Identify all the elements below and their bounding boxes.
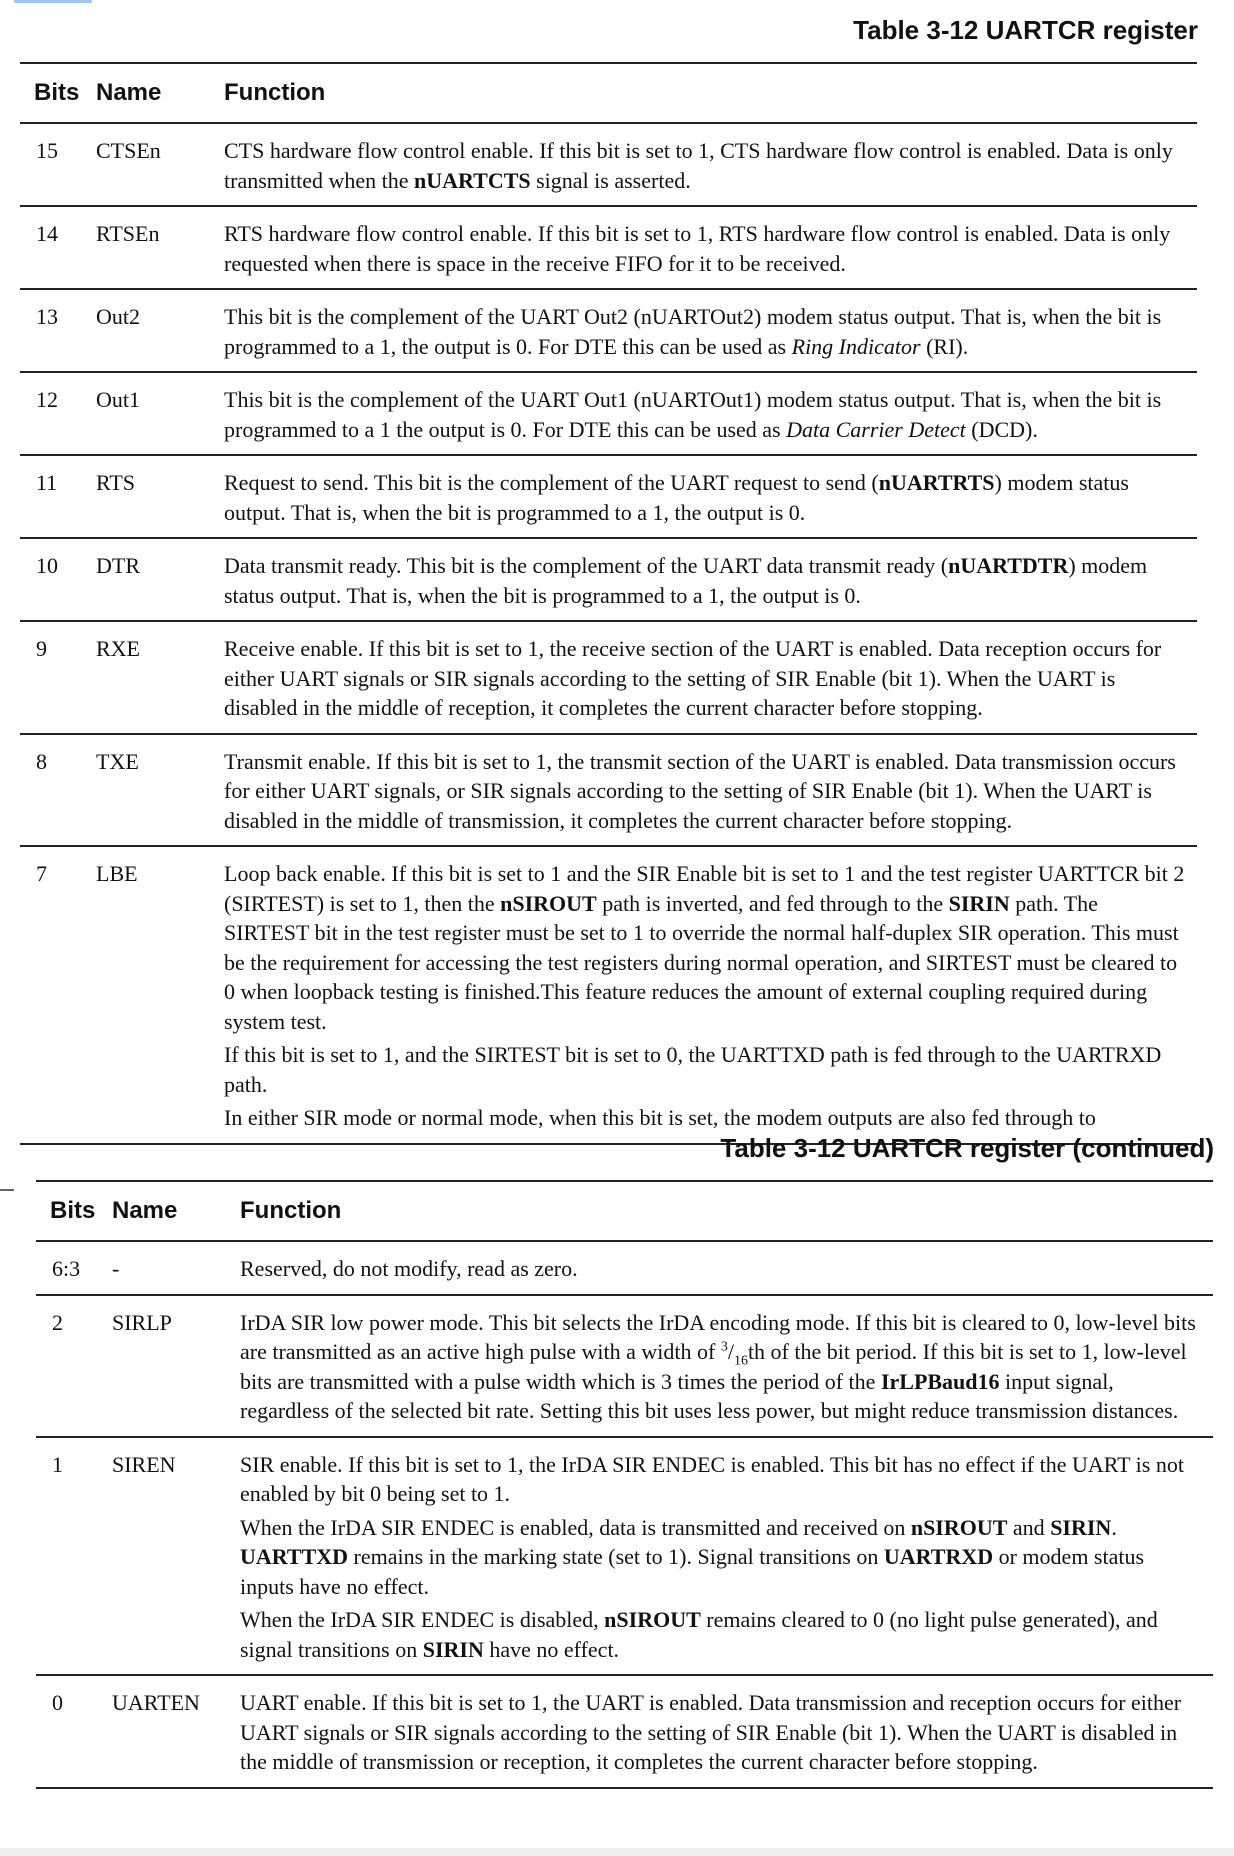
table-caption-continued: Table 3-12 UARTCR register (continued) [720, 1133, 1214, 1163]
function-cell: Loop back enable. If this bit is set to 1 and the SIR Enable bit is set to 1 and the test register UARTTCR bit 2 (SIRTEST) is set to 1, then the nSIROUT path is inverted, and fed through to the SIRIN path. The SIRTEST bit in the test register must be set to 1 to override the normal half-duplex SIR operation. This must be the requirement for accessing the test registers during normal operation, and SIRTEST must be cleared to 0 when loopback testing is finished.This feature reduces the amount of external coupling required during system test. If this bit is set to 1, and the SIRTEST bit is set to 0, the UARTTXD path is fed through to the UARTRXD path. In either SIR mode or normal mode, when this bit is set, the modem outputs are also fed through to [224, 861, 1185, 1130]
header-bits: Bits [34, 79, 80, 106]
bits-cell: 0 [52, 1690, 63, 1715]
function-cell: SIR enable. If this bit is set to 1, the IrDA SIR ENDEC is enabled. This bit has no effect if the UART is not enabled by bit 0 being set to 1. When the IrDA SIR ENDEC is enabled, data is transmitted and received on nSIROUT and SIRIN. UARTTXD remains in the marking state (set to 1). Signal transitions on UARTRXD or modem status inputs have no effect. When the IrDA SIR ENDEC is disabled, nSIROUT remains cleared to 0 (no light pulse generated), and signal transitions on SIRIN have no effect. [240, 1451, 1184, 1662]
function-cell: This bit is the complement of the UART Out2 (nUARTOut2) modem status output. That is, when the bit is programmed to a 1, the output is 0. For DTE this can be used as Ring Indicator (RI). [224, 304, 1162, 359]
page-bottom-band [0, 1848, 1234, 1856]
name-cell: TXE [96, 748, 139, 774]
table-header [20, 64, 1197, 124]
name-cell: UARTEN [112, 1690, 200, 1715]
name-cell: SIREN [112, 1451, 176, 1477]
register-table-part2 [36, 1180, 1213, 1835]
name-cell: CTSEn [96, 138, 161, 163]
table-row [20, 373, 1197, 456]
table-header [36, 1182, 1213, 1242]
register-table-part1 [20, 62, 1197, 1130]
margin-tick [0, 1189, 14, 1191]
function-cell: Receive enable. If this bit is set to 1, the receive section of the UART is enabled. Data reception occurs for either UART signals or SIR signals according to the setting of SIR Enable (bit 1). When the UART is disabled in the middle of reception, it completes the current character before stopping. [224, 636, 1162, 720]
table-row [20, 456, 1197, 539]
table-row [20, 847, 1197, 1145]
function-cell: Data transmit ready. This bit is the complement of the UART data transmit ready (nUARTDTR) modem status output. That is, when the bit is programmed to a 1, the output is 0. [224, 553, 1148, 608]
table-row [36, 1296, 1213, 1438]
table-row [20, 622, 1197, 735]
table-caption: Table 3-12 UARTCR register [853, 15, 1198, 45]
name-cell: RTS [96, 470, 136, 495]
header-name: Name [112, 1197, 178, 1224]
name-cell: RXE [96, 636, 140, 661]
function-cell: IrDA SIR low power mode. This bit selects the IrDA encoding mode. If this bit is cleared to 0, low-level bits are transmitted as an active high pulse with a width of $^3/_{16}th$ of the bit period. If this bit is set to 1, low-level bits are transmitted with a pulse width which is 3 times the period of the IrLPBaud16 input signal, regardless of the selected bit rate. Setting this bit uses less power, but might reduce transmission distances. [240, 1309, 1196, 1423]
header-bits: Bits [50, 1197, 96, 1224]
bits-cell: 10 [36, 553, 58, 578]
function-cell: Transmit enable. If this bit is set to 1, the transmit section of the UART is enabled. Data transmission occurs for either UART signals, or SIR signals according to the setting of SIR Enable (bit 1). When the UART is disabled in the middle of transmission, it completes the current character before stopping. [224, 748, 1176, 833]
table-row [20, 124, 1197, 207]
bits-cell: 8 [36, 748, 47, 774]
bits-cell: 14 [36, 221, 58, 246]
header-function: Function [240, 1197, 342, 1224]
table-row [20, 290, 1197, 373]
bits-cell: 6:3 [52, 1256, 81, 1281]
table-row [20, 207, 1197, 290]
name-cell: SIRLP [112, 1309, 172, 1335]
table-row [36, 1676, 1213, 1789]
bits-cell: 2 [52, 1309, 63, 1335]
bits-cell: 11 [36, 470, 58, 495]
table-row [20, 539, 1197, 622]
table-row [36, 1438, 1213, 1677]
name-cell: Out1 [96, 387, 140, 412]
header-name: Name [96, 79, 162, 106]
bits-cell: 13 [36, 304, 58, 329]
table-row [20, 735, 1197, 848]
bits-cell: 1 [52, 1451, 63, 1477]
page-top-accent [14, 0, 92, 3]
bits-cell: 9 [36, 636, 47, 661]
bits-cell: 12 [36, 387, 58, 412]
function-cell: Request to send. This bit is the complement of the UART request to send (nUARTRTS) modem status output. That is, when the bit is programmed to a 1, the output is 0. [224, 470, 1129, 525]
bits-cell: 15 [36, 138, 58, 163]
name-cell: LBE [96, 861, 138, 886]
function-cell: This bit is the complement of the UART Out1 (nUARTOut1) modem status output. That is, when the bit is programmed to a 1 the output is 0. For DTE this can be used as Data Carrier Detect (DCD). [224, 387, 1162, 442]
bits-cell: 7 [36, 861, 47, 886]
name-cell: - [112, 1256, 120, 1281]
table-row [36, 1242, 1213, 1296]
name-cell: RTSEn [96, 221, 160, 246]
function-cell: Reserved, do not modify, read as zero. [240, 1256, 578, 1281]
function-cell: RTS hardware flow control enable. If this bit is set to 1, RTS hardware flow control is enabled. Data is only requested when there is space in the receive FIFO for it to be received. [224, 221, 1171, 276]
header-function: Function [224, 79, 326, 106]
name-cell: Out2 [96, 304, 140, 329]
name-cell: DTR [96, 553, 140, 578]
function-cell: CTS hardware flow control enable. If this bit is set to 1, CTS hardware flow control is enabled. Data is only transmitted when the nUARTCTS signal is asserted. [224, 138, 1173, 193]
function-cell: UART enable. If this bit is set to 1, the UART is enabled. Data transmission and reception occurs for either UART signals or SIR signals according to the setting of SIR Enable (bit 1). When the UART is disabled in the middle of transmission or reception, it completes the current character before stopping. [240, 1690, 1182, 1774]
